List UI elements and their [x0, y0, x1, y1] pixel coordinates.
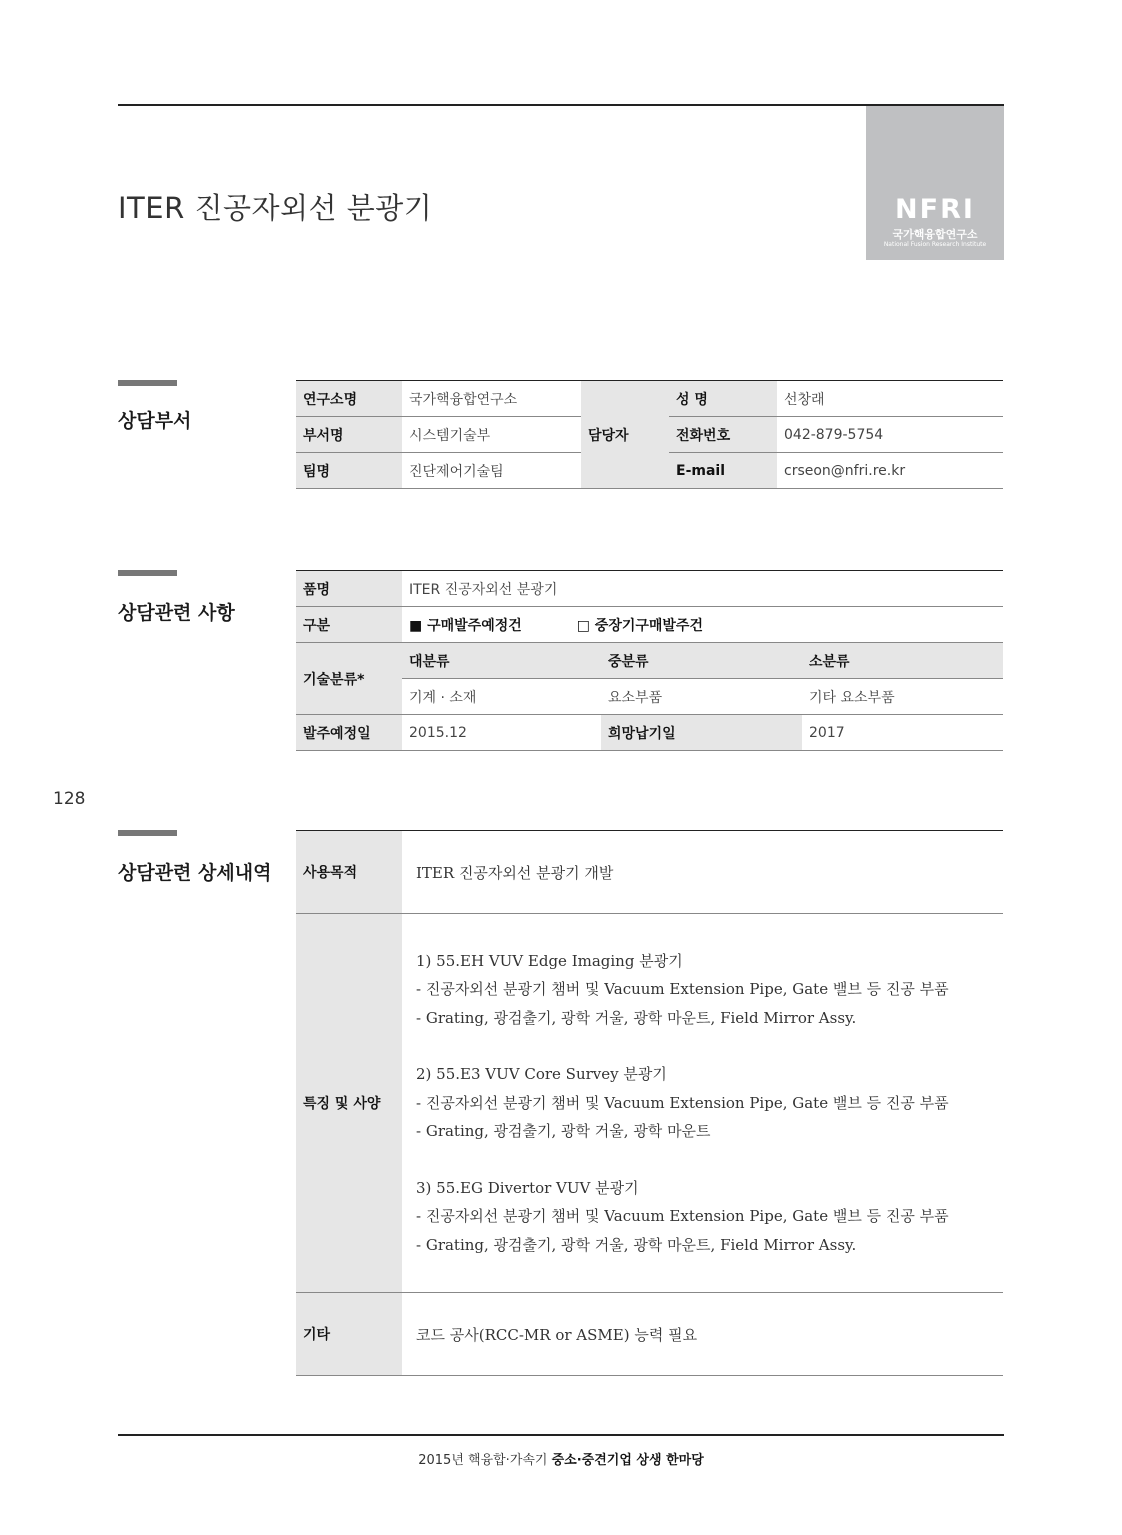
mid-class-label: 중분류: [601, 643, 802, 679]
dept-label: 부서명: [296, 417, 402, 453]
purpose-label: 사용목적: [296, 831, 402, 914]
large-class-label: 대분류: [402, 643, 601, 679]
logo-korean-name: 국가핵융합연구소: [892, 228, 978, 241]
dept-value: 시스템기술부: [402, 417, 581, 453]
item-label: 품명: [296, 571, 402, 607]
email-value: crseon@nfri.re.kr: [777, 453, 1003, 489]
type-options: [402, 607, 1003, 643]
logo-mark: NFRI: [895, 194, 975, 225]
purpose-value: ITER 진공자외선 분광기 개발: [402, 831, 1003, 914]
feature-line: - Grating, 광검출기, 광학 거울, 광학 마운트: [416, 1122, 711, 1141]
delivery-date-label: 희망납기일: [601, 715, 802, 751]
email-label: E-mail: [669, 453, 777, 489]
feature-line: - Grating, 광검출기, 광학 거울, 광학 마운트, Field Mirror Assy.: [416, 1235, 857, 1254]
feature-line: 3) 55.EG Divertor VUV 분광기: [416, 1178, 639, 1197]
consult-details-table: [296, 830, 1003, 1376]
page-number: 128: [53, 789, 86, 809]
footer: [0, 1449, 1122, 1468]
feature-line: - Grating, 광검출기, 광학 거울, 광학 마운트, Field Mirror Assy.: [416, 1008, 857, 1027]
feature-line: - 진공자외선 분광기 챔버 및 Vacuum Extension Pipe, Gate 밸브 등 진공 부품: [416, 1093, 949, 1112]
footer-prefix: 2015년 핵융합·가속기: [418, 1453, 552, 1468]
order-date-value: 2015.12: [402, 715, 601, 751]
section-marker: [118, 830, 177, 836]
team-label: 팀명: [296, 453, 402, 489]
feature-line: - 진공자외선 분광기 챔버 및 Vacuum Extension Pipe, Gate 밸브 등 진공 부품: [416, 1207, 949, 1226]
phone-label: 전화번호: [669, 417, 777, 453]
item-value: ITER 진공자외선 분광기: [402, 571, 1003, 607]
tech-class-label: 기술분류*: [296, 643, 402, 715]
phone-value: 042-879-5754: [777, 417, 1003, 453]
page-title: ITER 진공자외선 분광기: [118, 191, 433, 225]
small-class-value: 기타 요소부품: [802, 679, 1003, 715]
name-label: 성 명: [669, 381, 777, 417]
type-label: 구분: [296, 607, 402, 643]
institute-value: 국가핵융합연구소: [402, 381, 581, 417]
section-marker: [118, 570, 177, 576]
large-class-value: 기계 · 소재: [402, 679, 601, 715]
logo-english-name: National Fusion Research Institute: [883, 241, 987, 248]
features-label: 특징 및 사양: [296, 914, 402, 1293]
section-consult-dept-label: 상담부서: [118, 410, 192, 432]
section-consult-items-label: 상담관련 사항: [118, 602, 235, 624]
type-option-longterm-unchecked: □ 중장기구매발주건: [576, 617, 703, 634]
mid-class-value: 요소부품: [601, 679, 802, 715]
section-consult-details-label: 상담관련 상세내역: [118, 862, 272, 884]
delivery-date-value: 2017: [802, 715, 1003, 751]
order-date-label: 발주예정일: [296, 715, 402, 751]
feature-line: 1) 55.EH VUV Edge Imaging 분광기: [416, 951, 683, 970]
feature-line: - 진공자외선 분광기 챔버 및 Vacuum Extension Pipe, Gate 밸브 등 진공 부품: [416, 980, 949, 999]
nfri-logo: [866, 106, 1004, 260]
institute-label: 연구소명: [296, 381, 402, 417]
features-list: [402, 914, 1003, 1293]
section-marker: [118, 380, 177, 386]
consult-items-table: [296, 570, 1003, 751]
team-value: 진단제어기술팀: [402, 453, 581, 489]
name-value: 선창래: [777, 381, 1003, 417]
etc-label: 기타: [296, 1293, 402, 1376]
footer-event-name: 중소·중견기업 상생 한마당: [551, 1453, 704, 1468]
etc-value: 코드 공사(RCC-MR or ASME) 능력 필요: [402, 1293, 1003, 1376]
consult-dept-table: [296, 380, 1003, 489]
type-option-purchase-checked: ■ 구매발주예정건: [409, 617, 522, 634]
feature-line: 2) 55.E3 VUV Core Survey 분광기: [416, 1065, 667, 1084]
small-class-label: 소분류: [802, 643, 1003, 679]
bottom-rule: [118, 1434, 1004, 1436]
contact-label: 담당자: [581, 381, 669, 489]
